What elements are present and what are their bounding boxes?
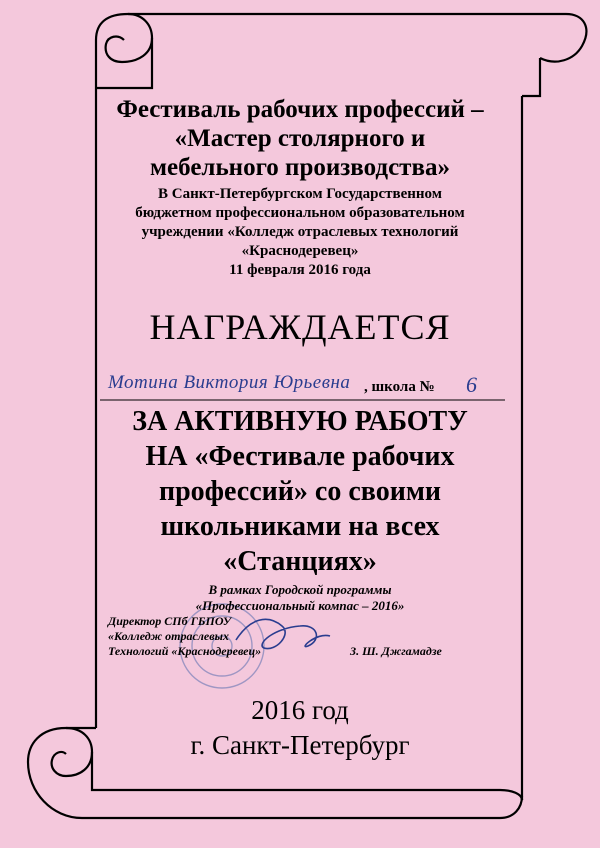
reason-line-2: НА «Фестивале рабочих: [145, 441, 455, 472]
venue-line-2: бюджетном профессиональном образовательном: [135, 205, 465, 221]
signatory-title-line-1: Директор СПб ГБПОУ: [108, 614, 232, 628]
venue-line-3: учреждении «Колледж отраслевых технологий: [141, 224, 459, 240]
signatory-title-line-3: Технологий «Краснодеревец»: [108, 644, 262, 658]
venue-line-1: В Санкт-Петербургском Государственном: [158, 186, 442, 202]
event-date: 11 февраля 2016 года: [229, 262, 371, 278]
recipient-name: Мотина Виктория Юрьевна: [108, 372, 351, 393]
program-line-2: «Профессиональный компас – 2016»: [195, 598, 405, 613]
reason-line-4: школьниками на всех: [160, 511, 440, 542]
festival-title-line-2: «Мастер столярного и: [174, 125, 426, 152]
festival-title-line-3: мебельного производства»: [150, 154, 450, 181]
festival-title-line-1: Фестиваль рабочих профессий –: [116, 96, 484, 123]
reason-line-5: «Станциях»: [223, 546, 377, 577]
school-number: 6: [466, 372, 477, 397]
reason-line-1: ЗА АКТИВНУЮ РАБОТУ: [132, 406, 468, 437]
footer-year: 2016 год: [251, 695, 349, 725]
signatory-title-line-2: «Колледж отраслевых: [108, 629, 229, 643]
reason-line-3: профессий» со своими: [158, 476, 442, 507]
school-label: , школа №: [364, 379, 435, 395]
footer-city: г. Санкт-Петербург: [190, 730, 410, 760]
program-line-1: В рамках Городской программы: [208, 582, 392, 597]
award-heading: НАГРАЖДАЕТСЯ: [149, 307, 451, 347]
venue-line-4: «Краснодеревец»: [241, 243, 359, 259]
signatory-name: З. Ш. Джгамадзе: [350, 644, 442, 658]
